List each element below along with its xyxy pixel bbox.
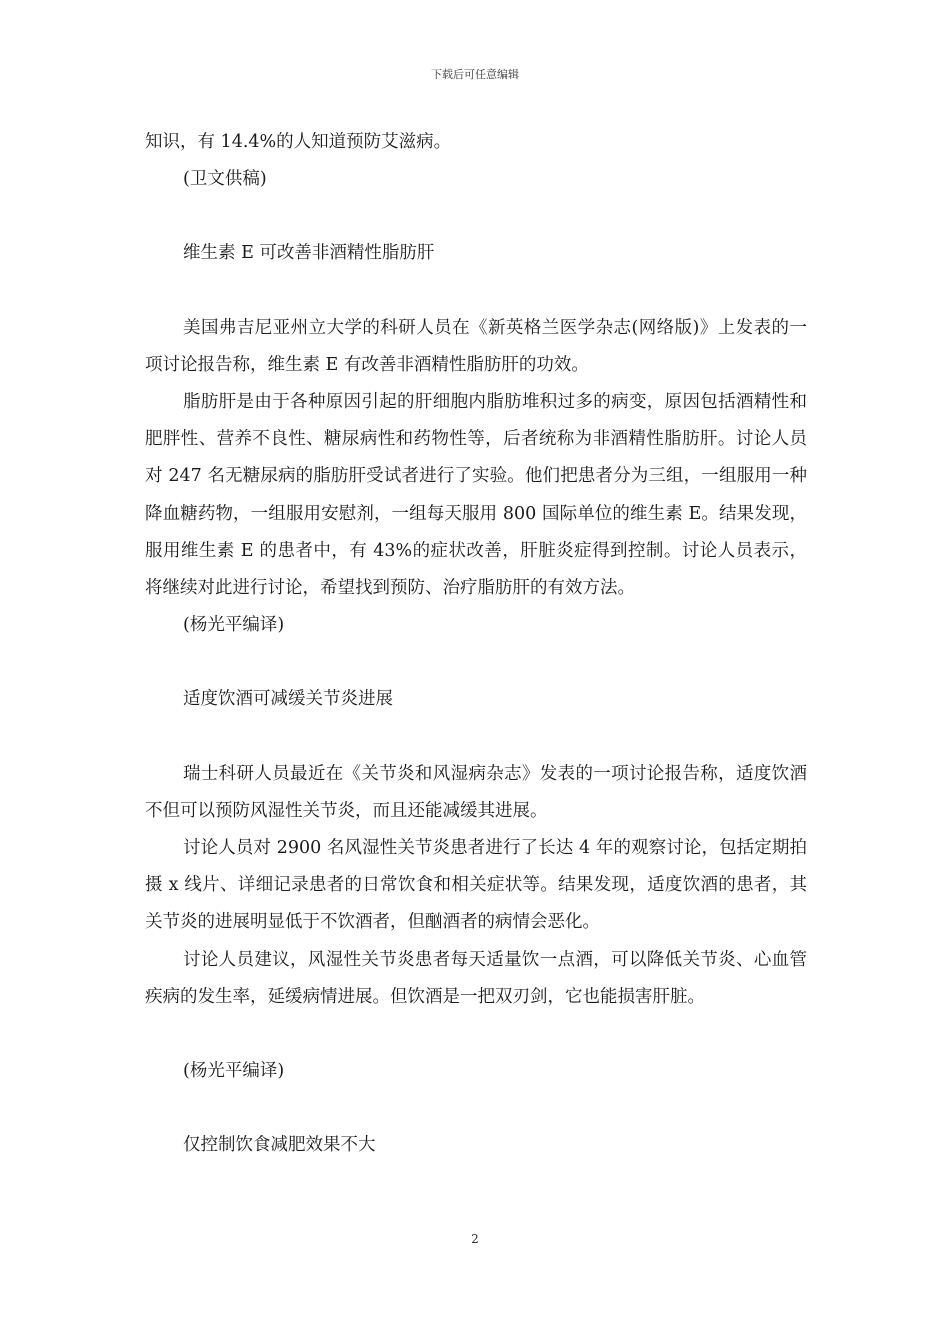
paragraph: 讨论人员对 2900 名风湿性关节炎患者进行了长达 4 年的观察讨论，包括定期拍摄 x 线片、详细记录患者的日常饮食和相关症状等。结果发现，适度饮酒的患者，其关节炎的进展明显低于不饮酒者，但酗酒者的病情会恶化。 [145, 838, 807, 933]
paragraph: 美国弗吉尼亚州立大学的科研人员在《新英格兰医学杂志(网络版)》上发表的一项讨论报告称，维生素 E 有改善非酒精性脂肪肝的功效。 [145, 317, 807, 375]
page-number: 2 [471, 1232, 479, 1246]
spacer [145, 1090, 807, 1127]
spacer [145, 644, 807, 681]
credit-line: (卫文供稿) [183, 169, 267, 190]
spacer [145, 1016, 807, 1053]
page-header: 下载后可任意编辑 [431, 68, 519, 81]
section-heading: 适度饮酒可减缓关节炎进展 [183, 689, 393, 710]
paragraph: 知识，有 14.4%的人知道预防艾滋病。 [145, 132, 452, 152]
credit-line: (杨光平编译) [183, 615, 285, 636]
paragraph: 瑞士科研人员最近在《关节炎和风湿病杂志》发表的一项讨论报告称，适度饮酒不但可以预防风湿性关节炎，而且还能减缓其进展。 [145, 763, 807, 821]
spacer [145, 273, 807, 310]
paragraph: 脂肪肝是由于各种原因引起的肝细胞内脂肪堆积过多的病变，原因包括酒精性和肥胖性、营养不良性、糖尿病性和药物性等，后者统称为非酒精性脂肪肝。讨论人员对 247 名无糖尿病的脂肪肝受试者进行了实验。他们把患者分为三组，一组服用一种降血糖药物，一组服用安慰剂，一组每天服用 800 国际单位的维生素 E。结果发现，服用维生素 E 的患者中，有 43%的症状改善，肝脏炎症得到控制。讨论人员表示，将继续对此进行讨论，希望找到预防、治疗脂肪肝的有效方法。 [145, 392, 807, 599]
section-heading: 仅控制饮食减肥效果不大 [183, 1135, 376, 1156]
paragraph: 讨论人员建议，风湿性关节炎患者每天适量饮一点酒，可以降低关节炎、心血管疾病的发生率，延缓病情进展。但饮酒是一把双刃剑，它也能损害肝脏。 [145, 949, 807, 1007]
spacer [145, 198, 807, 235]
section-heading: 维生素 E 可改善非酒精性脂肪肝 [183, 243, 435, 264]
document-body [145, 124, 807, 1164]
credit-line: (杨光平编译) [183, 1061, 285, 1082]
spacer [145, 719, 807, 756]
